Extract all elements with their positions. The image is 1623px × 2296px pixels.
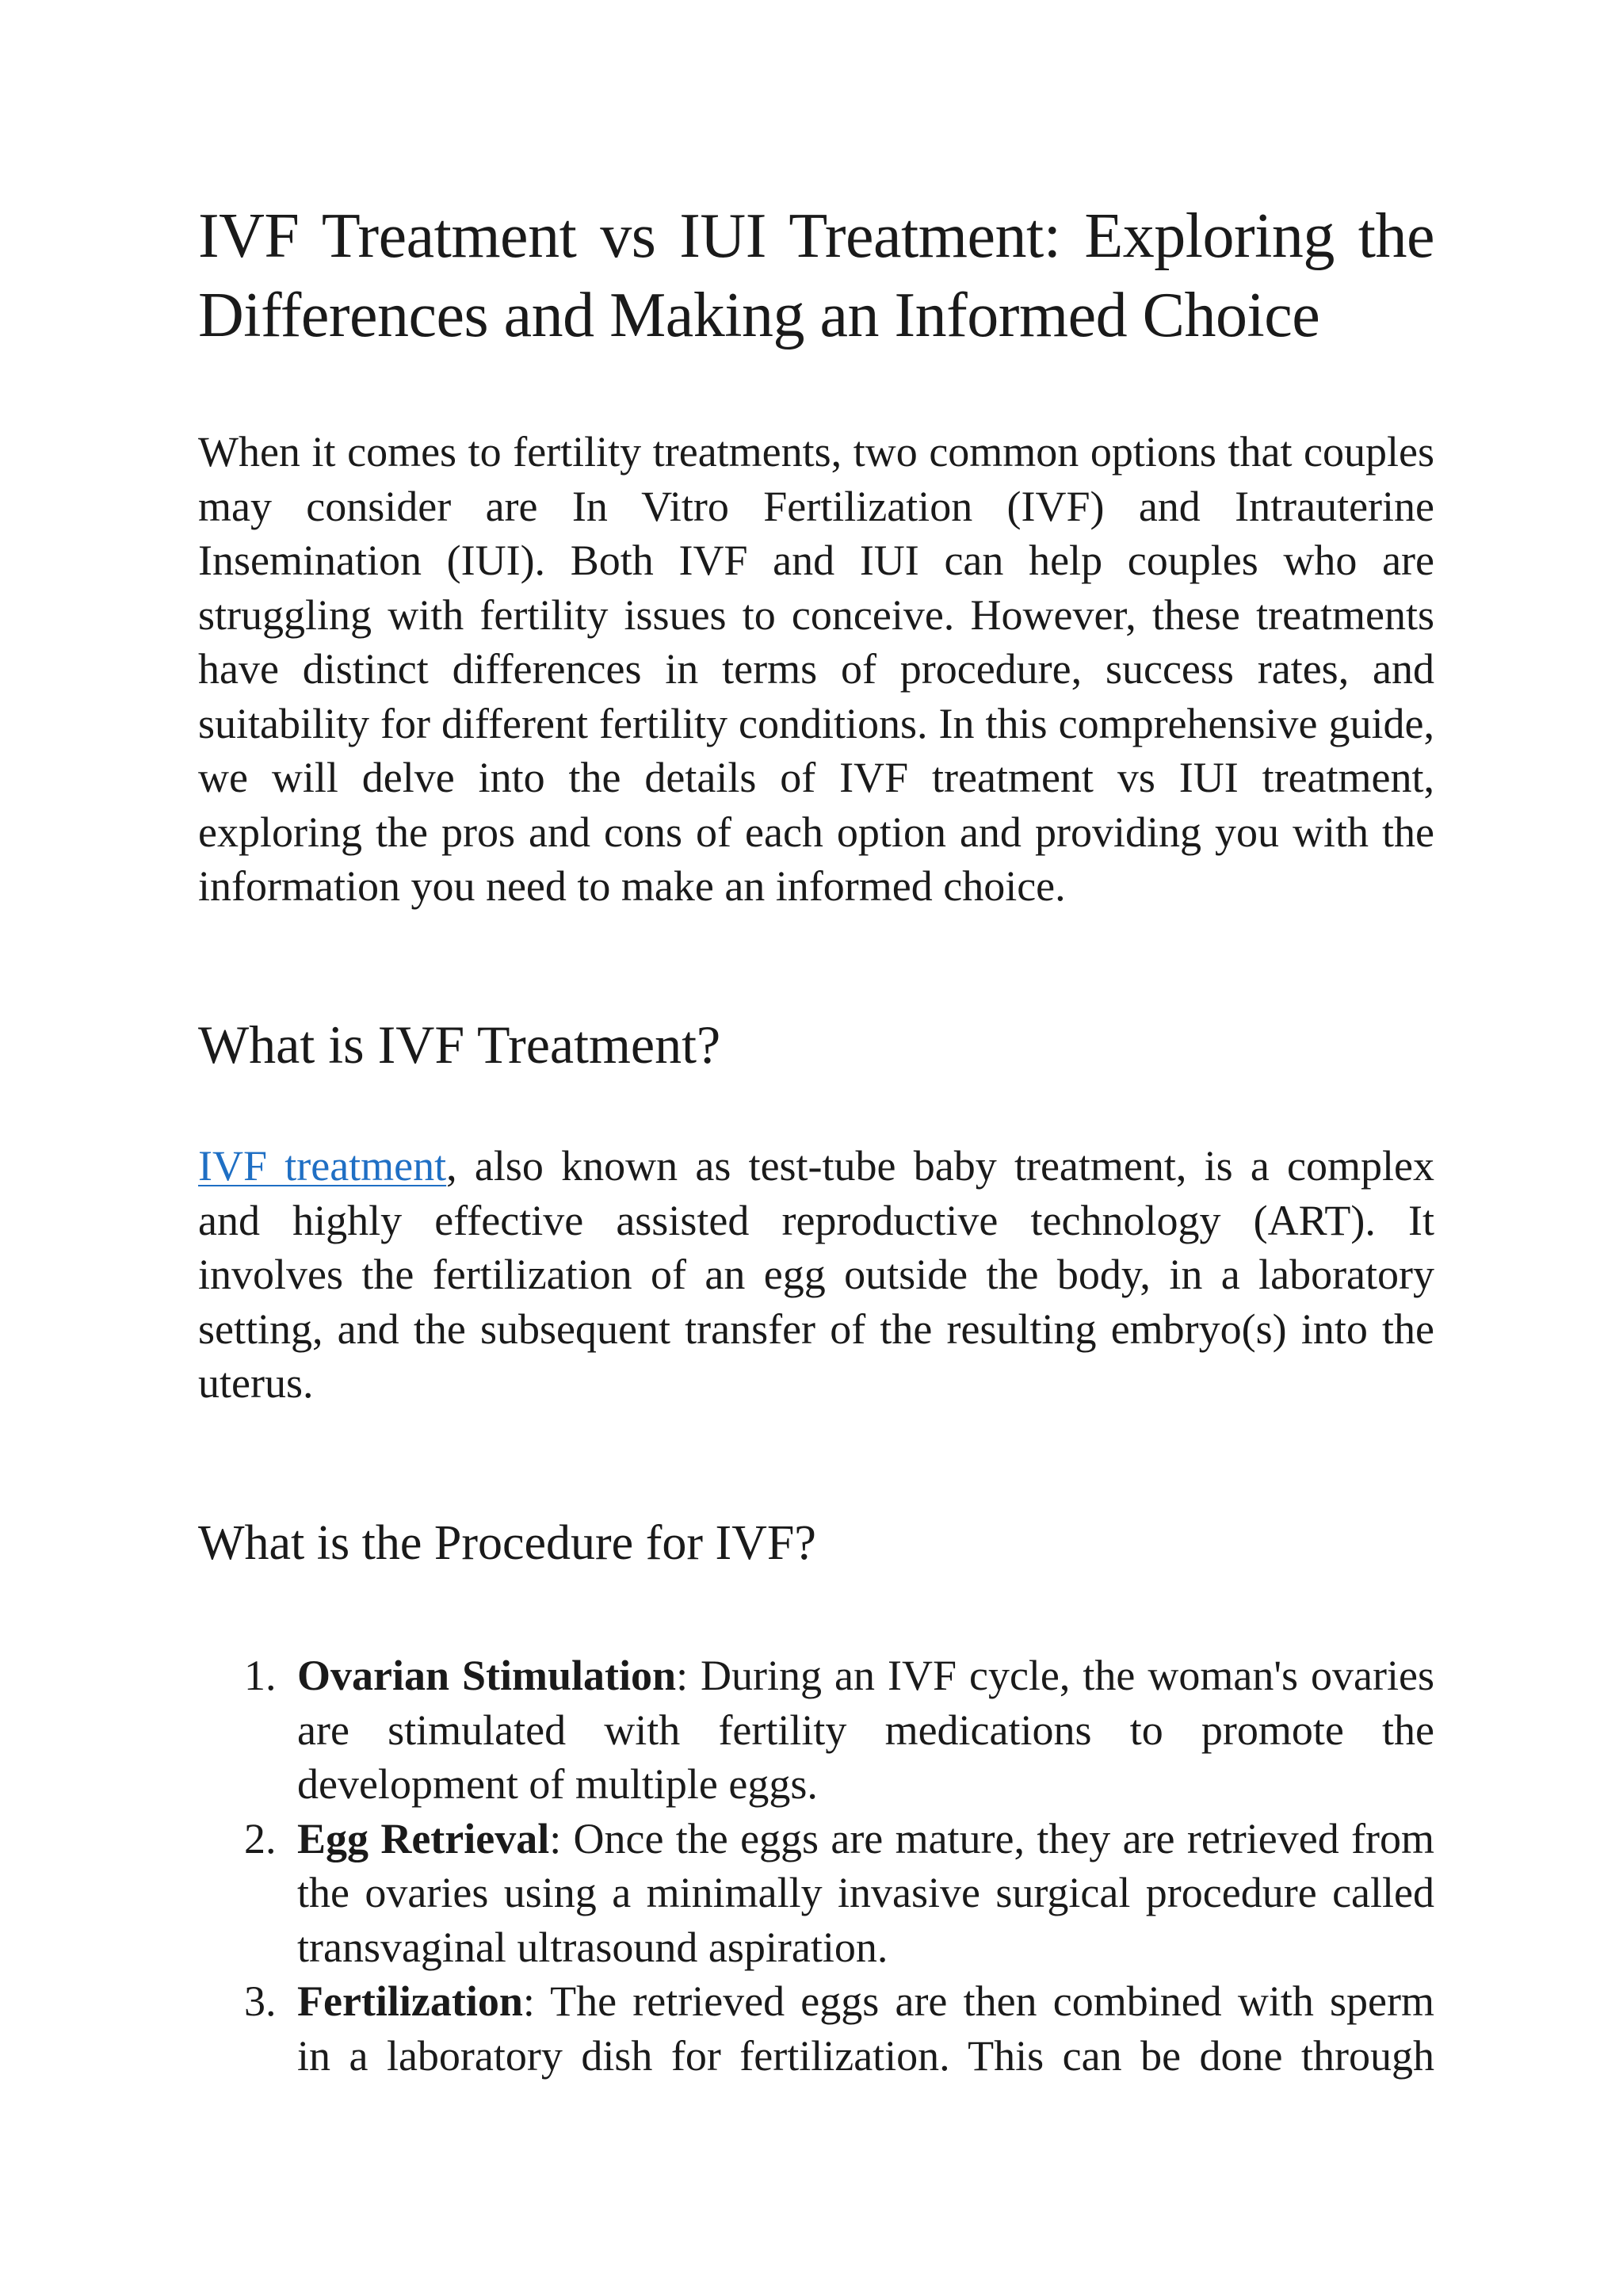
ivf-definition-paragraph [198,1139,1434,1411]
list-item-text: : Once the eggs are mature, they are retrieved from the ovaries using a minimally invasive surgical procedure called transvaginal ultrasound aspiration. [297,1814,1434,1971]
section-heading-ivf-procedure: What is the Procedure for IVF? [198,1516,816,1570]
ivf-procedure-steps-list [198,1648,1434,2083]
list-item-label: Egg Retrieval [297,1814,550,1862]
list-item-number: 1. [244,1652,277,1699]
list-item [198,1812,1434,1975]
list-item-text: : During an IVF cycle, the woman's ovaries are stimulated with fertility medications to promote the development of multiple eggs. [297,1652,1434,1808]
section-heading-what-is-ivf: What is IVF Treatment? [198,1014,721,1075]
list-item-number: 2. [244,1814,277,1862]
list-item-number: 3. [244,1977,277,2025]
document-title: IVF Treatment vs IUI Treatment: Exploring the Differences and Making an Informed Choice [198,201,1434,350]
list-item-text: : The retrieved eggs are then combined with sperm in a laboratory dish for fertilization. This can be done through [297,1977,1434,2080]
list-item-label: Fertilization [297,1977,523,2025]
intro-paragraph: When it comes to fertility treatments, two common options that couples may consider are In Vitro Fertilization (IVF) and Intrauterine Insemination (IUI). Both IVF and IUI can help couples who are struggling with fertility issues to conceive. However, these treatments have distinct differences in terms of procedure, success rates, and suitability for different fertility conditions. In this comprehensive guide, we will delve into the details of IVF treatment vs IUI treatment, exploring the pros and cons of each option and providing you with the information you need to make an informed choice. [198,428,1434,910]
list-item [198,1648,1434,1812]
ivf-treatment-link[interactable]: IVF treatment [198,1142,447,1190]
ivf-definition-text: , also known as test-tube baby treatment, is a complex and highly effective assisted reproductive technology (ART). It involves the fertilization of an egg outside the body, in a laboratory setting, and the subsequent transfer of the resulting embryo(s) into the uterus. [198,1142,1434,1407]
list-item [198,1974,1434,2083]
list-item-label: Ovarian Stimulation [297,1652,677,1699]
